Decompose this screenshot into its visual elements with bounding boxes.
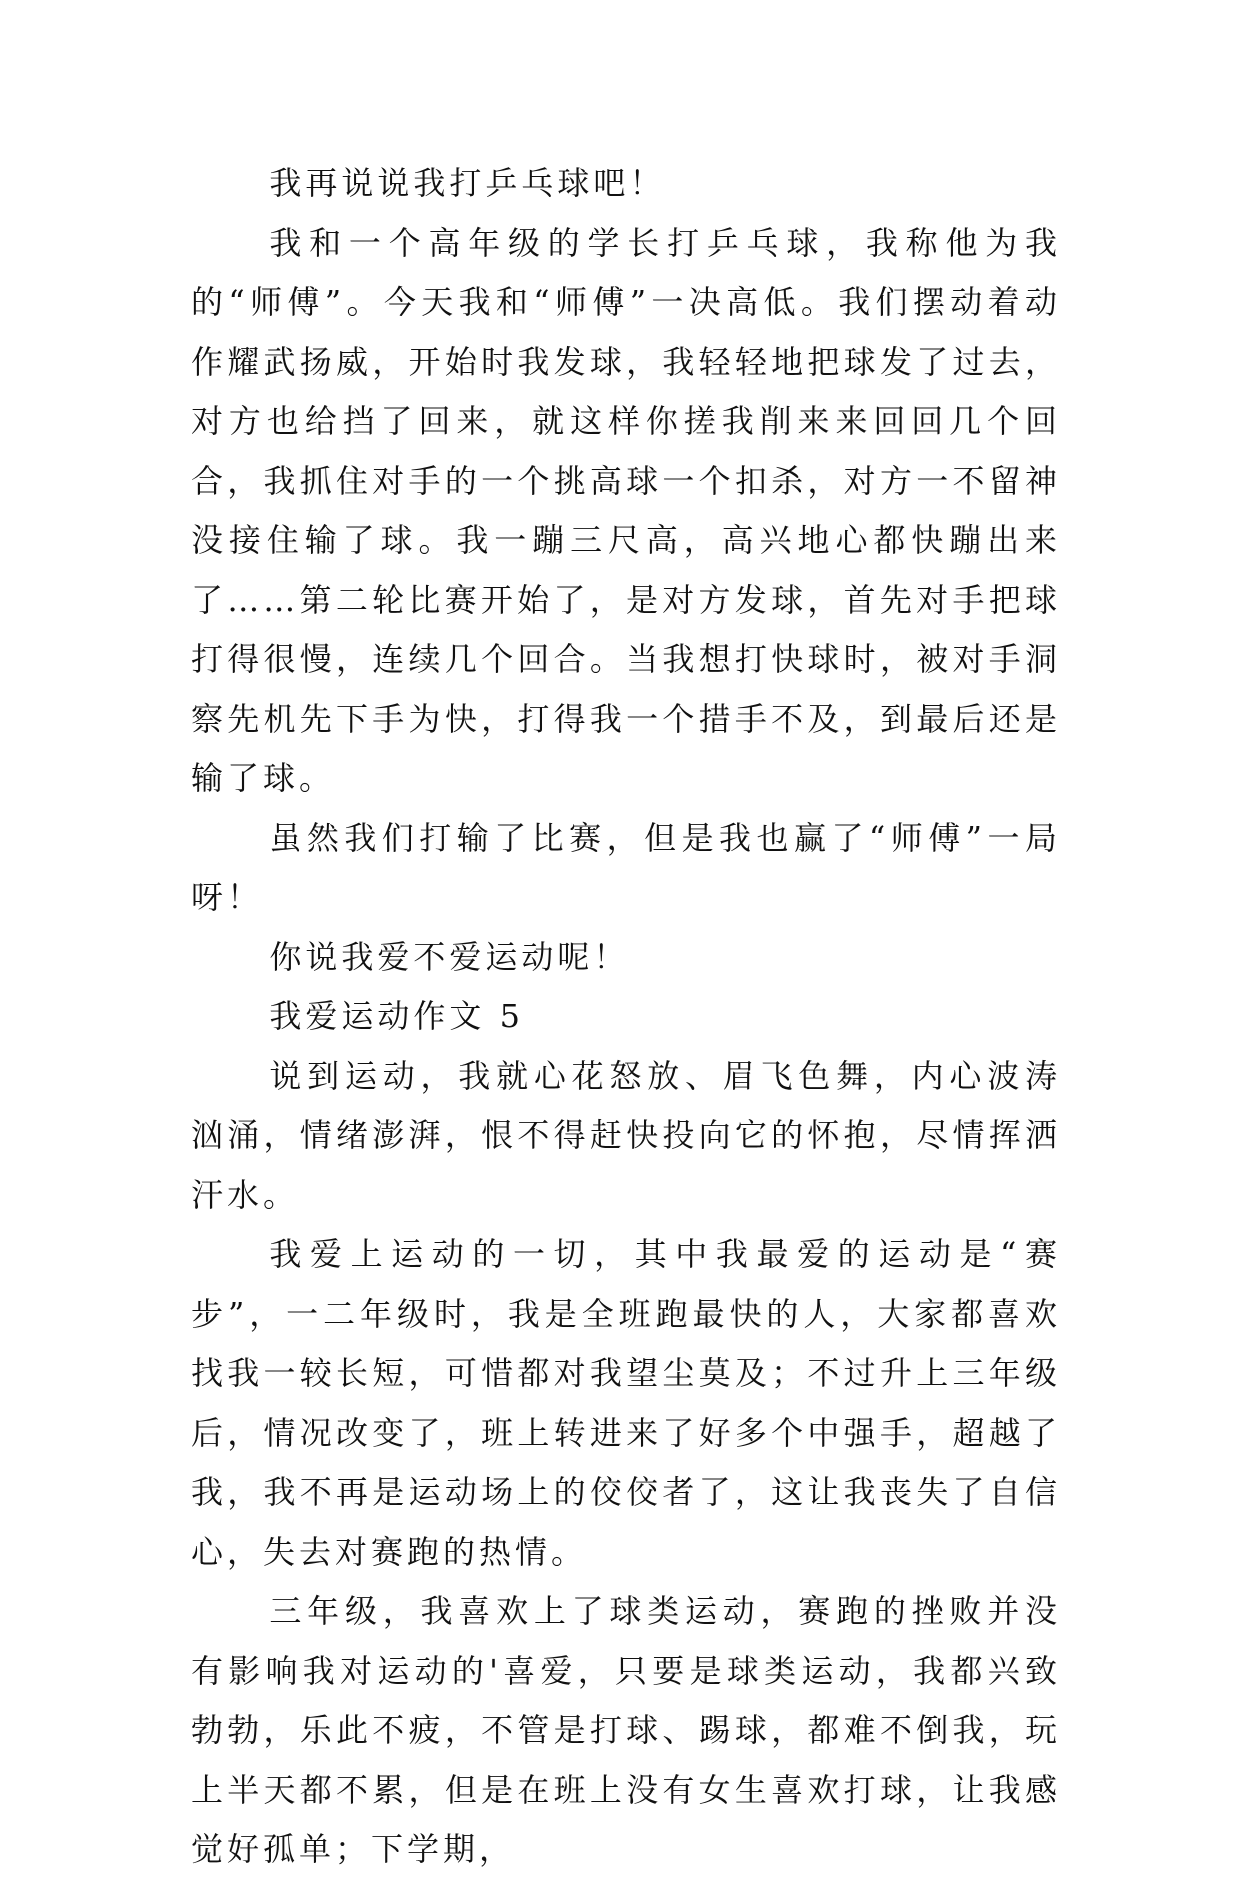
paragraph: 说到运动，我就心花怒放、眉飞色舞，内心波涛汹涌，情绪澎湃，恨不得赶快投向它的怀抱，尽情挥洒汗水。 [191,1056,1061,1214]
section-heading: 我爱运动作文 5 [269,997,524,1035]
paragraph: 我和一个高年级的学长打乒乓球，我称他为我的“师傅”。今天我和“师傅”一决高低。我们摆动着动作耀武扬威，开始时我发球，我轻轻地把球发了过去，对方也给挡了回来，就这样你搓我削来来回回几个回合，我抓住对手的一个挑高球一个扣杀，对方一不留神没接住输了球。我一蹦三尺高，高兴地心都快蹦出来了……第二轮比赛开始了，是对方发球，首先对手把球打得很慢，连续几个回合。当我想打快球时，被对手洞察先机先下手为快，打得我一个措手不及，到最后还是输了球。 [191,223,1061,797]
paragraph: 你说我爱不爱运动呢！ [269,937,630,976]
document-body [191,154,1061,1880]
paragraph: 我再说说我打乒乓球吧！ [269,164,666,202]
paragraph: 我爱上运动的一切，其中我最爱的运动是“赛步”，一二年级时，我是全班跑最快的人，大家都喜欢找我一较长短，可惜都对我望尘莫及；不过升上三年级后，情况改变了，班上转进来了好多个中强手，超越了我，我不再是运动场上的佼佼者了，这让我丧失了自信心，失去对赛跑的热情。 [191,1235,1061,1571]
paragraph: 三年级，我喜欢上了球类运动，赛跑的挫败并没有影响我对运动的'喜爱，只要是球类运动，我都兴致勃勃，乐此不疲，不管是打球、踢球，都难不倒我，玩上半天都不累，但是在班上没有女生喜欢打球，让我感觉好孤单；下学期， [191,1592,1061,1868]
paragraph: 虽然我们打输了比赛，但是我也赢了“师傅”一局呀！ [191,818,1061,916]
